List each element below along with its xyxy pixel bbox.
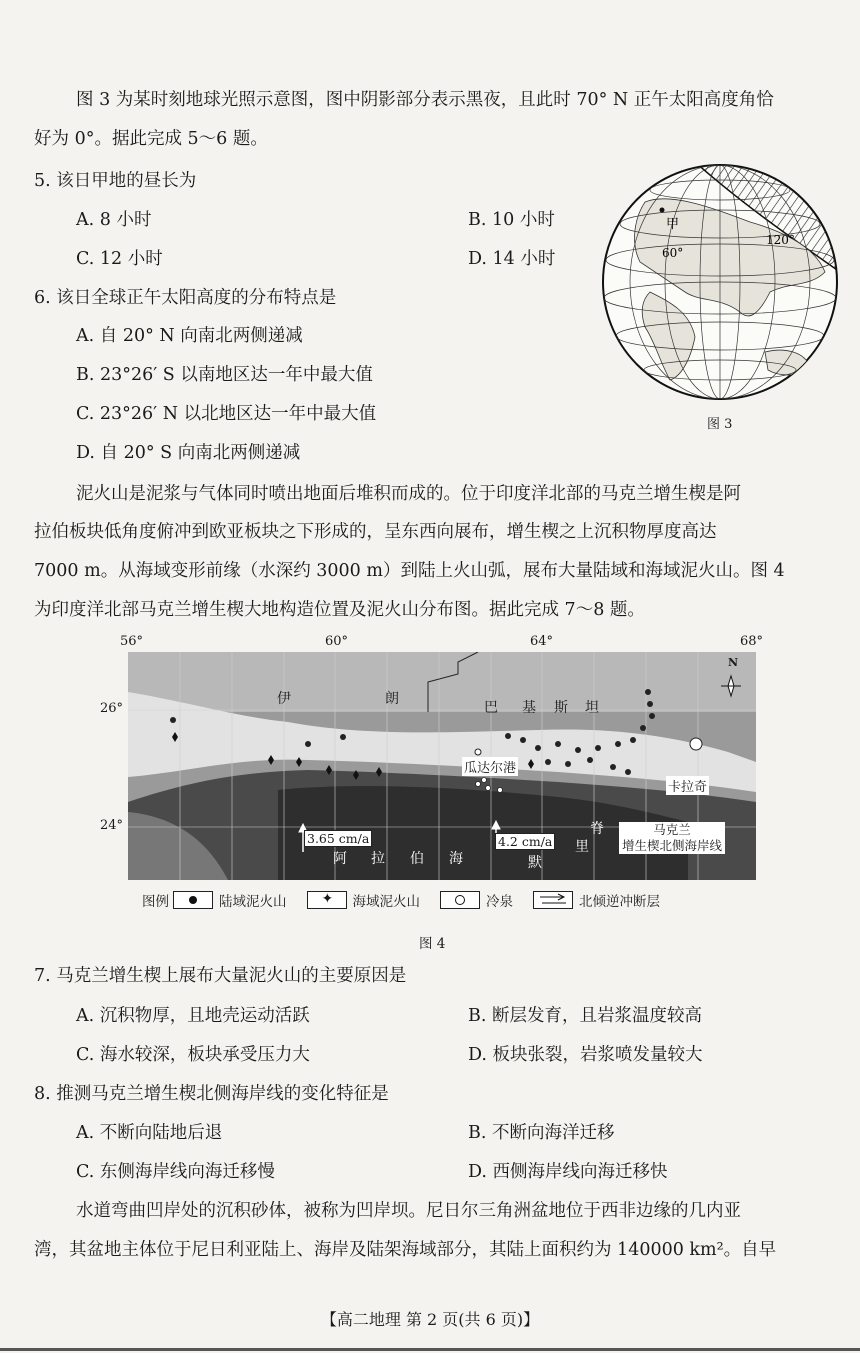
lon-label-60: 60° [325,634,349,649]
q7-option-b[interactable]: B. 断层发育，且岩浆温度较高 [468,1006,702,1026]
q5-option-a[interactable]: A. 8 小时 [76,210,152,230]
intro2-line2: 拉伯板块低角度俯冲到欧亚板块之下形成的，呈东西向展布，增生楔之上沉积物厚度高达 [34,522,717,542]
q6-stem: 6. 该日全球正午太阳高度的分布特点是 [34,288,337,308]
lat-label-26: 26° [100,701,124,716]
q5-option-b[interactable]: B. 10 小时 [468,210,555,230]
lat-label-24: 24° [100,818,124,833]
lon-label-68: 68° [740,634,764,649]
q6-option-b[interactable]: B. 23°26′ S 以南地区达一年中最大值 [76,365,373,385]
intro1-line2: 好为 0°。据此完成 5～6 题。 [34,129,268,149]
page-footer: 【高二地理 第 2 页(共 6 页)】 [320,1310,540,1329]
q8-option-a[interactable]: A. 不断向陆地后退 [76,1123,223,1143]
label-iran-1: 伊 [277,691,291,707]
bottom-divider [0,1348,860,1351]
q7-option-c[interactable]: C. 海水较深，板块承受压力大 [76,1045,310,1065]
label-makran-line1: 马克兰 [653,822,691,837]
intro2-line1: 泥火山是泥浆与气体同时喷出地面后堆积而成的。位于印度洋北部的马克兰增生楔是阿 [76,484,741,504]
legend-land-label: 陆域泥火山 [219,894,287,910]
label-pak-3: 斯 [554,700,568,716]
label-makran-line2: 增生楔北侧海岸线 [622,838,723,853]
q7-option-a[interactable]: A. 沉积物厚，且地壳运动活跃 [76,1006,310,1026]
label-pak-4: 坦 [585,700,599,716]
legend-land-icon [173,891,213,909]
q6-option-c[interactable]: C. 23°26′ N 以北地区达一年中最大值 [76,404,377,424]
legend-seep-icon [440,891,480,909]
q8-option-d[interactable]: D. 西侧海岸线向海迁移快 [468,1162,668,1182]
q5-option-c[interactable]: C. 12 小时 [76,249,163,269]
figure-3-globe [600,162,840,402]
label-120: 120° [766,233,795,247]
label-sea-1: 阿 [333,851,347,867]
label-60: 60° [662,246,684,260]
label-rate-2: 4.2 cm/a [495,833,555,850]
q8-option-c[interactable]: C. 东侧海岸线向海迁移慢 [76,1162,275,1182]
label-makran [619,822,725,854]
legend-sea-icon: ✦ [307,891,347,909]
figure-4-caption: 图 4 [419,936,446,952]
intro1-line1: 图 3 为某时刻地球光照示意图，图中阴影部分表示黑夜，且此时 70° N 正午太阳高度角恰 [76,90,774,110]
label-sea-2: 拉 [371,851,385,867]
legend-sea-label: 海域泥火山 [352,894,420,910]
legend-title: 图例 [142,894,169,910]
label-sea-4: 海 [449,851,463,867]
q8-option-b[interactable]: B. 不断向海洋迁移 [468,1123,615,1143]
label-pak-2: 基 [522,700,536,716]
q5-option-d[interactable]: D. 14 小时 [468,249,556,269]
q6-option-d[interactable]: D. 自 20° S 向南北两侧递减 [76,443,301,463]
intro3-line2: 湾，其盆地主体位于尼日利亚陆上、海岸及陆架海域部分，其陆上面积约为 140000 km²。自早 [34,1240,777,1260]
legend [142,890,660,910]
intro3-line1: 水道弯曲凹岸处的沉积砂体，被称为凹岸坝。尼日尔三角洲盆地位于西非边缘的几内亚 [76,1201,741,1221]
legend-fault-icon [533,891,573,909]
legend-seep-label: 冷泉 [486,894,513,910]
q6-option-a[interactable]: A. 自 20° N 向南北两侧递减 [76,326,303,346]
label-rate-1: 3.65 cm/a [304,830,372,847]
q7-option-d[interactable]: D. 板块张裂，岩浆喷发量较大 [468,1045,703,1065]
label-ridge-2: 默 [528,855,542,871]
label-ridge-3: 里 [575,839,589,855]
q8-stem: 8. 推测马克兰增生楔北侧海岸线的变化特征是 [34,1084,389,1104]
label-jia: 甲 [666,217,680,232]
label-karachi: 卡拉奇 [666,776,709,795]
point-jia [660,208,665,213]
q7-stem: 7. 马克兰增生楔上展布大量泥火山的主要原因是 [34,966,407,986]
legend-fault-label: 北倾逆冲断层 [579,894,660,910]
label-gwadar: 瓜达尔港 [462,757,518,776]
label-ridge-1: 脊 [590,821,604,837]
lon-label-64: 64° [530,634,554,649]
compass-north-label: N [728,656,739,669]
intro2-line3: 7000 m。从海域变形前缘（水深约 3000 m）到陆上火山弧，展布大量陆域和海域泥火山。图 4 [34,561,785,581]
q5-stem: 5. 该日甲地的昼长为 [34,171,197,191]
figure-3-caption: 图 3 [707,417,733,432]
lon-label-56: 56° [120,634,144,649]
label-sea-3: 伯 [410,851,424,867]
label-pak-1: 巴 [484,700,498,716]
label-iran-2: 朗 [385,691,399,707]
intro2-line4: 为印度洋北部马克兰增生楔大地构造位置及泥火山分布图。据此完成 7～8 题。 [34,600,645,620]
